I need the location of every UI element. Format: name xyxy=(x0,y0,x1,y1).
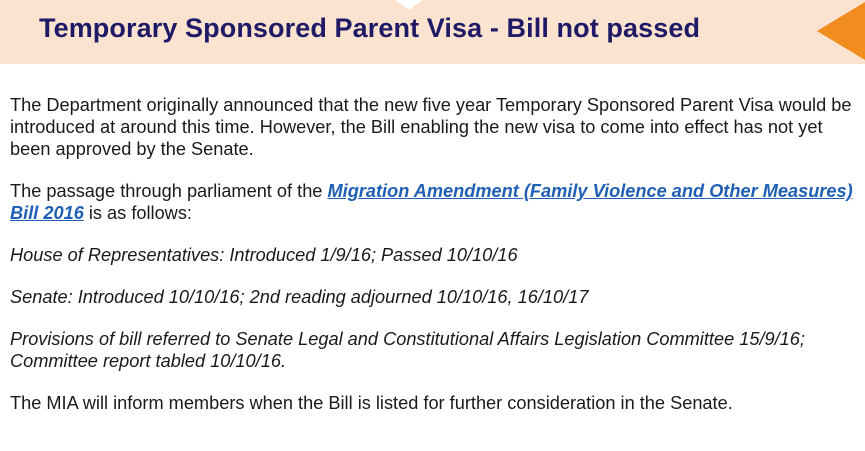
house-status: House of Representatives: Introduced 1/9/16; Passed 10/10/16 xyxy=(10,245,518,265)
arrow-left-icon xyxy=(817,2,865,60)
arrow-left-shape xyxy=(817,2,865,60)
intro-paragraph: The Department originally announced that the new five year Temporary Sponsored Parent Visa would be introduced at around this time. However, the Bill enabling the new visa to come into effect has not yet been approved by the Senate. xyxy=(10,95,852,159)
page-title: Temporary Sponsored Parent Visa - Bill not passed xyxy=(39,13,701,43)
title-banner xyxy=(0,0,865,64)
closing-paragraph: The MIA will inform members when the Bill is listed for further consideration in the Senate. xyxy=(10,393,733,413)
bill-link[interactable]: Migration Amendment (Family Violence and Other Measures) Bill 2016 xyxy=(10,181,853,223)
passage-text-after: is as follows: xyxy=(83,203,192,223)
passage-text-before: The passage through parliament of the xyxy=(10,181,328,201)
committee-status: Provisions of bill referred to Senate Legal and Constitutional Affairs Legislation Committee 15/9/16; Committee report tabled 10/10/16. xyxy=(10,329,805,371)
banner-notch xyxy=(395,0,423,10)
article-body xyxy=(10,94,860,434)
senate-status: Senate: Introduced 10/10/16; 2nd reading adjourned 10/10/16, 16/10/17 xyxy=(10,287,589,307)
passage-paragraph xyxy=(10,180,860,224)
